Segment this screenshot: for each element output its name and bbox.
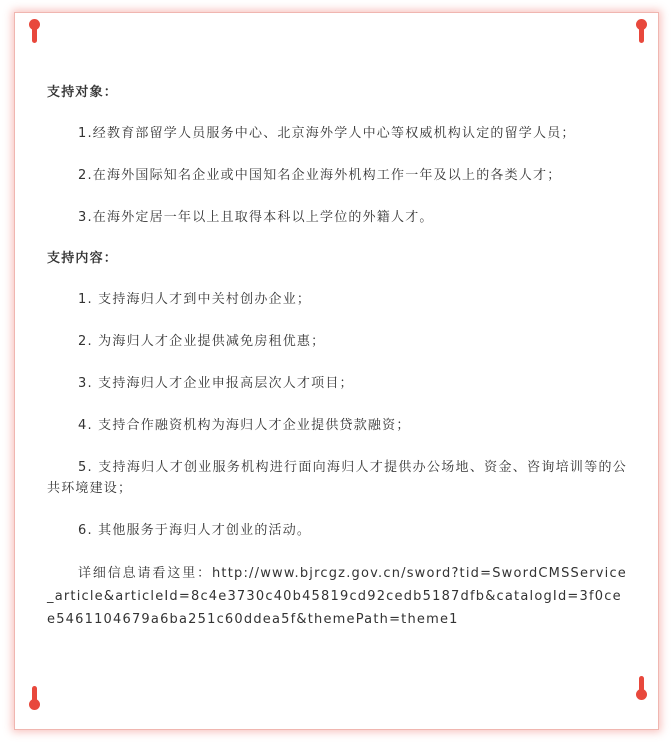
details-label: 详细信息请看这里：	[78, 566, 212, 581]
support-target-item: 1.经教育部留学人员服务中心、北京海外学人中心等权威机构认定的留学人员；	[78, 126, 576, 141]
support-content-item: 3. 支持海归人才企业申报高层次人才项目；	[78, 376, 354, 391]
support-content-heading: 支持内容：	[47, 251, 119, 266]
support-content-item: 1. 支持海归人才到中关村创办企业；	[78, 292, 312, 307]
support-content-item: 5. 支持海归人才创业服务机构进行面向海归人才提供办公场地、资金、咨询培训等的公共环境建设；	[47, 460, 627, 496]
pin-icon-top-left	[32, 23, 37, 43]
article-content	[47, 83, 627, 631]
support-content-item: 4. 支持合作融资机构为海归人才企业提供贷款融资；	[78, 418, 411, 433]
support-content-item: 2. 为海归人才企业提供减免房租优惠；	[78, 334, 326, 349]
pin-icon-bottom-right	[639, 676, 644, 696]
support-targets-heading: 支持对象：	[47, 85, 119, 100]
pin-icon-top-right	[639, 23, 644, 43]
support-target-item: 3.在海外定居一年以上且取得本科以上学位的外籍人才。	[78, 210, 434, 225]
details-paragraph	[47, 562, 627, 631]
pin-icon-bottom-left	[32, 686, 37, 706]
support-content-item: 6. 其他服务于海归人才创业的活动。	[78, 523, 312, 538]
support-target-item: 2.在海外国际知名企业或中国知名企业海外机构工作一年及以上的各类人才；	[78, 168, 562, 183]
details-url[interactable]: http://www.bjrcgz.gov.cn/sword?tid=SwordCMSService_article&articleId=8c4e3730c40b45819cd92cedb5187dfb&catalogId=3f0cee5461104679a6ba251c60ddea5f&themePath=theme1	[47, 566, 627, 627]
article-card	[14, 12, 659, 730]
